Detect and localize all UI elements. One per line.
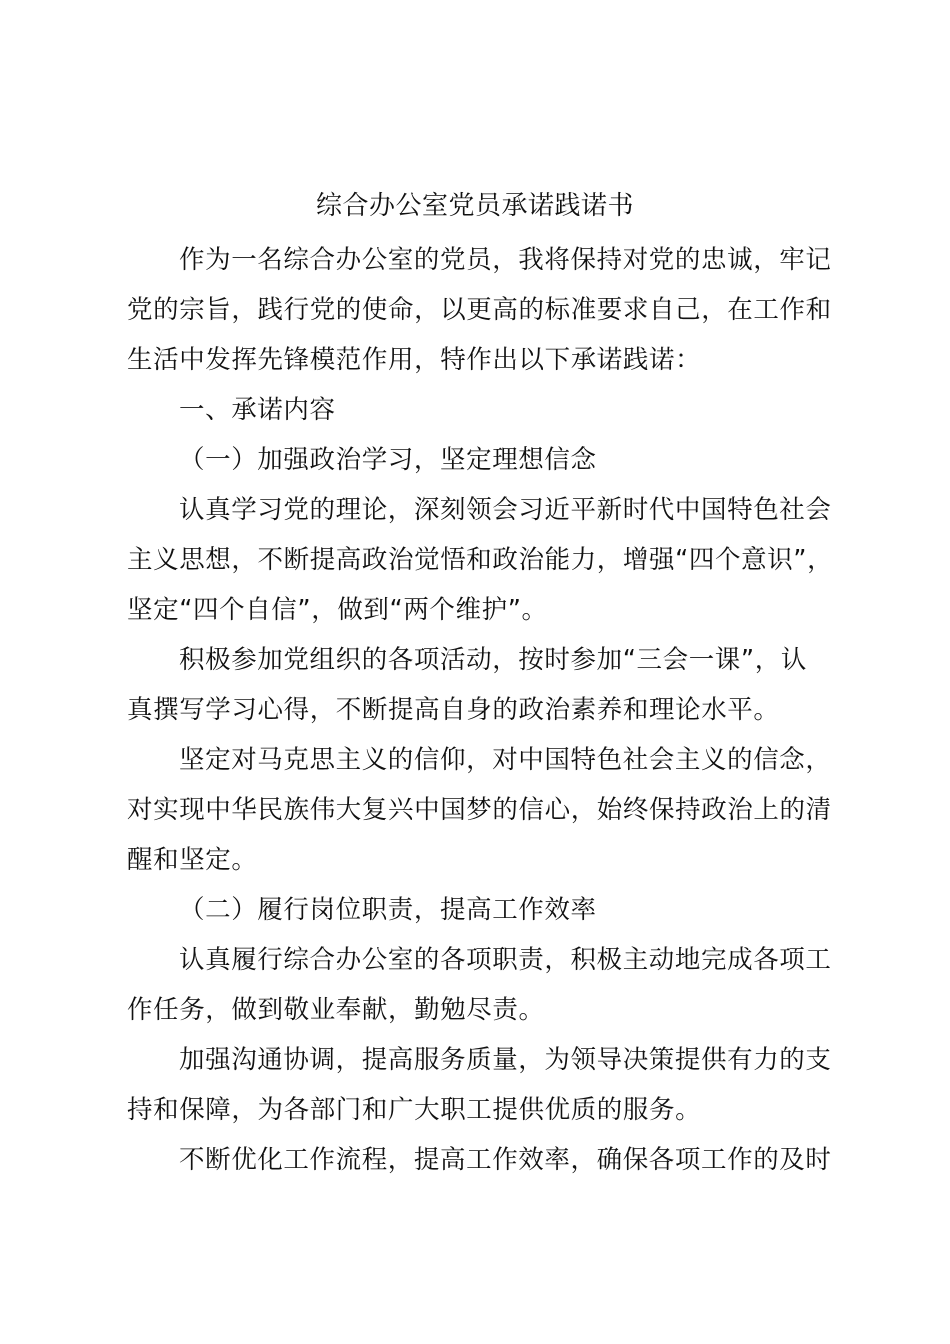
paragraph-line: 醒和坚定。 [127,845,258,875]
section-heading-text: 一、承诺内容 [179,395,336,425]
subsection-heading-text: （二）履行岗位职责，提高工作效率 [179,895,597,925]
paragraph-line: 认真履行综合办公室的各项职责，积极主动地完成各项工 [179,945,832,975]
paragraph-line: 真撰写学习心得，不断提高自身的政治素养和理论水平。 [127,695,780,725]
paragraph-line: 对实现中华民族伟大复兴中国梦的信心，始终保持政治上的清 [127,795,832,825]
paragraph [127,735,837,885]
paragraph [127,485,837,635]
section-heading [127,385,837,435]
paragraph-line: 党的宗旨，践行党的使命，以更高的标准要求自己，在工作和 [127,295,832,325]
paragraph [127,1035,837,1135]
paragraph-line: 加强沟通协调，提高服务质量，为领导决策提供有力的支 [179,1045,832,1075]
document-title: 综合办公室党员承诺践诺书 [315,191,634,221]
paragraph-line: 生活中发挥先锋模范作用，特作出以下承诺践诺： [127,345,702,375]
paragraph-line: 坚定对马克思主义的信仰，对中国特色社会主义的信念， [179,745,832,775]
paragraph-line: 认真学习党的理论，深刻领会习近平新时代中国特色社会 [179,495,832,525]
subsection-heading-text: （一）加强政治学习，坚定理想信念 [179,445,597,475]
paragraph-line: 作为一名综合办公室的党员，我将保持对党的忠诚，牢记 [179,245,832,275]
paragraph-line: 主义思想，不断提高政治觉悟和政治能力，增强“四个意识”， [127,545,834,575]
paragraph-line: 坚定“四个自信”，做到“两个维护”。 [127,595,548,625]
paragraph-intro [127,235,837,385]
document-body [127,235,837,1185]
paragraph [127,1135,837,1185]
paragraph [127,635,837,735]
paragraph-line: 作任务，做到敬业奉献，勤勉尽责。 [127,995,545,1025]
paragraph-line: 不断优化工作流程，提高工作效率，确保各项工作的及时 [179,1145,832,1175]
paragraph-line: 持和保障，为各部门和广大职工提供优质的服务。 [127,1095,702,1125]
subsection-heading [127,435,837,485]
subsection-heading [127,885,837,935]
paragraph [127,935,837,1035]
paragraph-line: 积极参加党组织的各项活动，按时参加“三会一课”，认 [179,645,807,675]
